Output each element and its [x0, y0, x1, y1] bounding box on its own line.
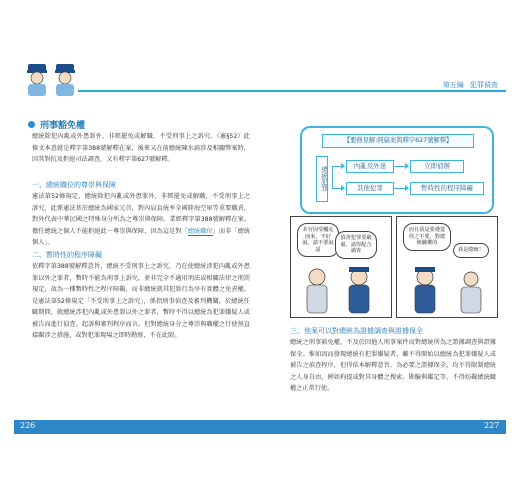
- diagram-title: 【要務見解:阿扁案與釋字627號解釋】: [322, 134, 474, 148]
- section-intro-paragraph: 總統除犯內亂或外患罪外，非經罷免或解職，不受刑事上之訴究。（憲§52）此條文本意就是釋字第388號解釋在案，後來又在前總統陳水扁涉及相關弊案時，因其對抗及拒絕司法調查，又有釋字第627號解釋。: [32, 133, 250, 163]
- subsection-1-paragraph: 憲法第52條規定，總統除犯內亂或外患罪外，非經罷免或解職，不受刑事上之訴究，此係憲法基於總統為國家元首，對內肩負統率全國陸海空軍等重要職責，對外代表中華民國之特殊身分所為之尊崇與保障。業經釋字第388號解釋在案。擔任總統之個人不能拒絕此一尊崇與保障，因為這是對「總統職位」而非「總統個人」。: [32, 193, 251, 246]
- diagram-result-procedural-barrier: 暫時性的程序障礙: [410, 182, 484, 195]
- subsection-2-paragraph: 依釋字第388號解釋意旨，總統不受刑事上之訴究，乃在使總統涉犯內亂或外患罪以外之罪者，暫時不能為刑事上訴究，並非完全不適用刑法或相關法律之刑罰規定，故為一種暫時性之程序障礙，而非總統就其犯罪行為享有實體之免責權。是憲法第52條規定「不受刑事上之訴究」，係指刑事偵查及審判機關，於總統任職期間，就總統涉犯內亂或外患罪以外之罪者，暫時不得以總統為犯罪嫌疑人或被告而進行偵查、起訴與審判程序而言。但對總統身分之尊崇與職權之行使無直接關涉之措施，或對犯罪現場之即時勘察，不在此限。: [32, 263, 250, 339]
- chapter-title: 犯罪偵查: [470, 81, 498, 89]
- speech-bubble-1: 本官因受囑託而來，不好說，請不要說話: [297, 223, 339, 257]
- diagram-result-investigate: 立即偵辦: [410, 160, 464, 173]
- header-rule-right: [260, 90, 506, 92]
- subsection-1-title: 一、總統職位的尊崇與保障: [32, 181, 116, 189]
- officer-figure-1-icon: [24, 62, 50, 96]
- header-rule-left: [78, 90, 260, 92]
- speech-bubble-3: 而且我是要遵從你之不要，對總統職權的: [403, 223, 451, 251]
- diagram-root-node: 總統犯罪: [316, 156, 328, 202]
- speech-bubble-4: 我是總統！: [453, 243, 489, 258]
- section-3-title: 三、他案可以對總統為證據調查與證據保全: [290, 327, 423, 335]
- footer-bar-right: [260, 420, 506, 434]
- bullet-icon: [28, 121, 35, 128]
- diagram-node-treason: 內亂及外患: [346, 160, 394, 173]
- comic-panel-1: [290, 216, 392, 318]
- diagram-branch-line: [332, 166, 333, 188]
- page-number-left: 226: [20, 421, 36, 430]
- concept-diagram: [300, 126, 494, 214]
- highlight-term: 總統職位: [187, 227, 213, 235]
- comic-panel-2: [396, 216, 498, 318]
- comic-figures-icon: [299, 265, 385, 315]
- diagram-arrow: [332, 188, 342, 189]
- officer-figure-2-icon: [52, 62, 78, 96]
- page-number-right: 227: [484, 421, 500, 430]
- chapter-number: 第五編: [442, 81, 464, 89]
- comic-officer-icon: [405, 265, 491, 315]
- diagram-arrow: [394, 188, 406, 189]
- section-heading: 刑事豁免權: [28, 118, 85, 131]
- chapter-label: [439, 80, 498, 90]
- diagram-node-other-crimes: 其他犯罪: [346, 182, 394, 195]
- speech-bubble-2: 偵查犯罪要嚴肅，請你配合調查: [335, 231, 377, 259]
- diagram-arrow: [332, 166, 342, 167]
- subsection-2-title: 二、暫時性的程序障礙: [32, 251, 102, 259]
- footer-bar-left: [14, 420, 260, 434]
- section-3-paragraph: 總統之刑事豁免權，不及於因他人刑事案件而對總統所為之證據調查與證據保全。惟如因而發現總統有犯罪嫌疑者，雖不得開始以總統為犯罪嫌疑人或被告之偵查程序，但得依本解釋意旨，為必要之證據保全，均不得限制總統之人身自由，例如拘提或對其身體之搜索、勘驗與鑑定等，不得妨礙總統職權之正常行使。: [290, 339, 496, 392]
- diagram-arrow: [394, 166, 406, 167]
